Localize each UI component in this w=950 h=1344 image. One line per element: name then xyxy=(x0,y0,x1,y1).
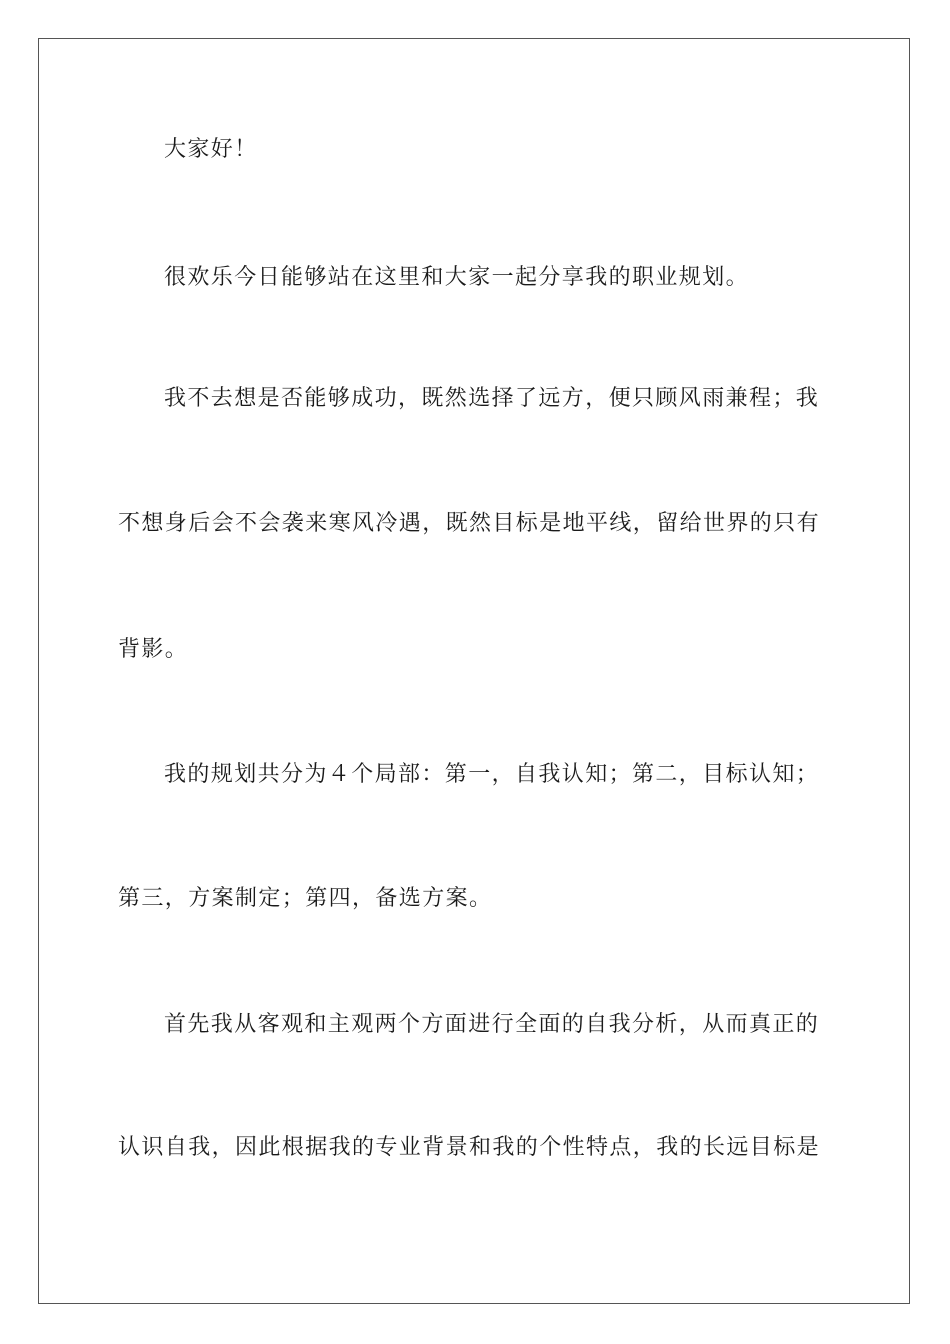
text-line-paragraph-1c: 背影。 xyxy=(118,637,189,662)
text-line-paragraph-3b: 认识自我，因此根据我的专业背景和我的个性特点，我的长远目标是 xyxy=(118,1135,821,1160)
text-line-greeting: 大家好！ xyxy=(164,137,258,162)
text-line-paragraph-3a: 首先我从客观和主观两个方面进行全面的自我分析，从而真正的 xyxy=(164,1012,820,1037)
text-line-paragraph-2b: 第三，方案制定；第四，备选方案。 xyxy=(118,886,493,911)
page-border xyxy=(38,38,910,1304)
text-line-paragraph-1a: 我不去想是否能够成功，既然选择了远方，便只顾风雨兼程；我 xyxy=(164,386,820,411)
text-line-paragraph-2a: 我的规划共分为４个局部：第一，自我认知；第二，目标认知； xyxy=(164,762,820,787)
text-line-paragraph-1b: 不想身后会不会袭来寒风冷遇，既然目标是地平线，留给世界的只有 xyxy=(118,511,821,536)
text-line-intro: 很欢乐今日能够站在这里和大家一起分享我的职业规划。 xyxy=(164,265,750,290)
